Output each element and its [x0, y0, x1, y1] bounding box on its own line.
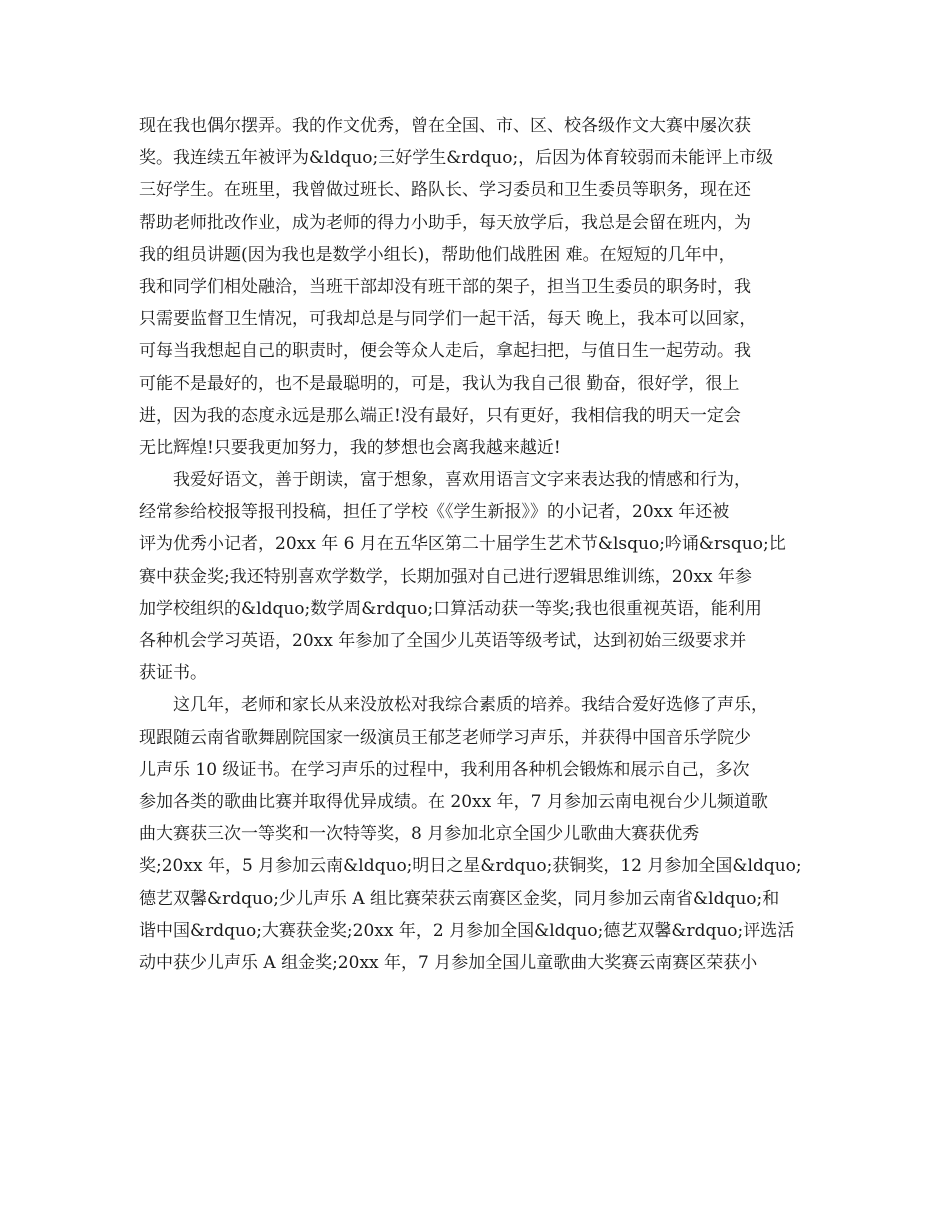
text-line: 我的组员讲题(因为我也是数学小组长)，帮助他们战胜困 难。在短短的几年中， — [139, 244, 736, 265]
document-body — [139, 110, 815, 979]
text-line: 进，因为我的态度永远是那么端正!没有最好，只有更好，我相信我的明天一定会 — [139, 405, 741, 426]
text-line: 经常参给校报等报刊投稿，担任了学校《《学生新报》》的小记者，20xx 年还被 — [139, 502, 730, 523]
text-line: 各种机会学习英语，20xx 年参加了全国少儿英语等级考试，达到初始三级要求并 — [139, 631, 747, 651]
text-line: 帮助老师批改作业，成为老师的得力小助手，每天放学后，我总是会留在班内，为 — [139, 212, 751, 233]
text-line: 评为优秀小记者，20xx 年 6 月在五华区第二十届学生艺术节&lsquo;吟诵&rsquo;比 — [139, 534, 786, 555]
text-line: 这几年，老师和家长从来没放松对我综合素质的培养。我结合爱好选修了声乐， — [173, 695, 768, 716]
paragraph-1 — [139, 110, 815, 464]
text-line: 现跟随云南省歌舞剧院国家一级演员王郁芝老师学习声乐，并获得中国音乐学院少 — [139, 727, 751, 748]
text-line: 我和同学们相处融洽，当班干部却没有班干部的架子，担当卫生委员的职务时，我 — [139, 276, 751, 297]
text-line: 奖。我连续五年被评为&ldquo;三好学生&rdquo;，后因为体育较弱而未能评上市级 — [139, 148, 774, 169]
text-line: 可每当我想起自己的职责时，便会等众人走后，拿起扫把，与值日生一起劳动。我 — [139, 341, 751, 362]
text-line: 谐中国&rdquo;大赛获金奖;20xx 年，2 月参加全国&ldquo;德艺双馨&rdquo;评选活 — [139, 920, 795, 941]
text-line: 动中获少儿声乐 A 组金奖;20xx 年，7 月参加全国儿童歌曲大奖赛云南赛区荣获小 — [139, 952, 758, 973]
text-line: 现在我也偶尔摆弄。我的作文优秀，曾在全国、市、区、校各级作文大赛中屡次获 — [139, 116, 751, 136]
text-line: 获证书。 — [139, 663, 207, 684]
text-line: 参加各类的歌曲比赛并取得优异成绩。在 20xx 年，7 月参加云南电视台少儿频道歌 — [139, 791, 768, 812]
paragraph-3 — [139, 689, 815, 979]
text-line: 无比辉煌!只要我更加努力，我的梦想也会离我越来越近! — [139, 437, 561, 458]
text-line: 加学校组织的&ldquo;数学周&rdquo;口算活动获一等奖;我也很重视英语，能利用 — [139, 598, 762, 619]
text-line: 赛中获金奖;我还特别喜欢学数学，长期加强对自己进行逻辑思维训练，20xx 年参 — [139, 566, 752, 587]
text-line: 奖;20xx 年，5 月参加云南&ldquo;明日之星&rdquo;获铜奖，12 月参加全国&ldquo; — [139, 856, 802, 877]
text-line: 只需要监督卫生情况，可我却总是与同学们一起干活，每天 晚上，我本可以回家， — [139, 309, 757, 330]
text-line: 曲大赛获三次一等奖和一次特等奖，8 月参加北京全国少儿歌曲大赛获优秀 — [139, 824, 700, 845]
text-line: 三好学生。在班里，我曾做过班长、路队长、学习委员和卫生委员等职务，现在还 — [139, 180, 751, 201]
text-line: 我爱好语文，善于朗读，富于想象，喜欢用语言文字来表达我的情感和行为， — [173, 470, 751, 491]
text-line: 德艺双馨&rdquo;少儿声乐 A 组比赛荣获云南赛区金奖，同月参加云南省&ldquo;和 — [139, 888, 780, 909]
text-line: 可能不是最好的，也不是最聪明的，可是，我认为我自己很 勤奋，很好学，很上 — [139, 373, 740, 394]
paragraph-2 — [139, 464, 815, 689]
text-line: 儿声乐 10 级证书。在学习声乐的过程中，我利用各种机会锻炼和展示自己，多次 — [139, 759, 750, 780]
